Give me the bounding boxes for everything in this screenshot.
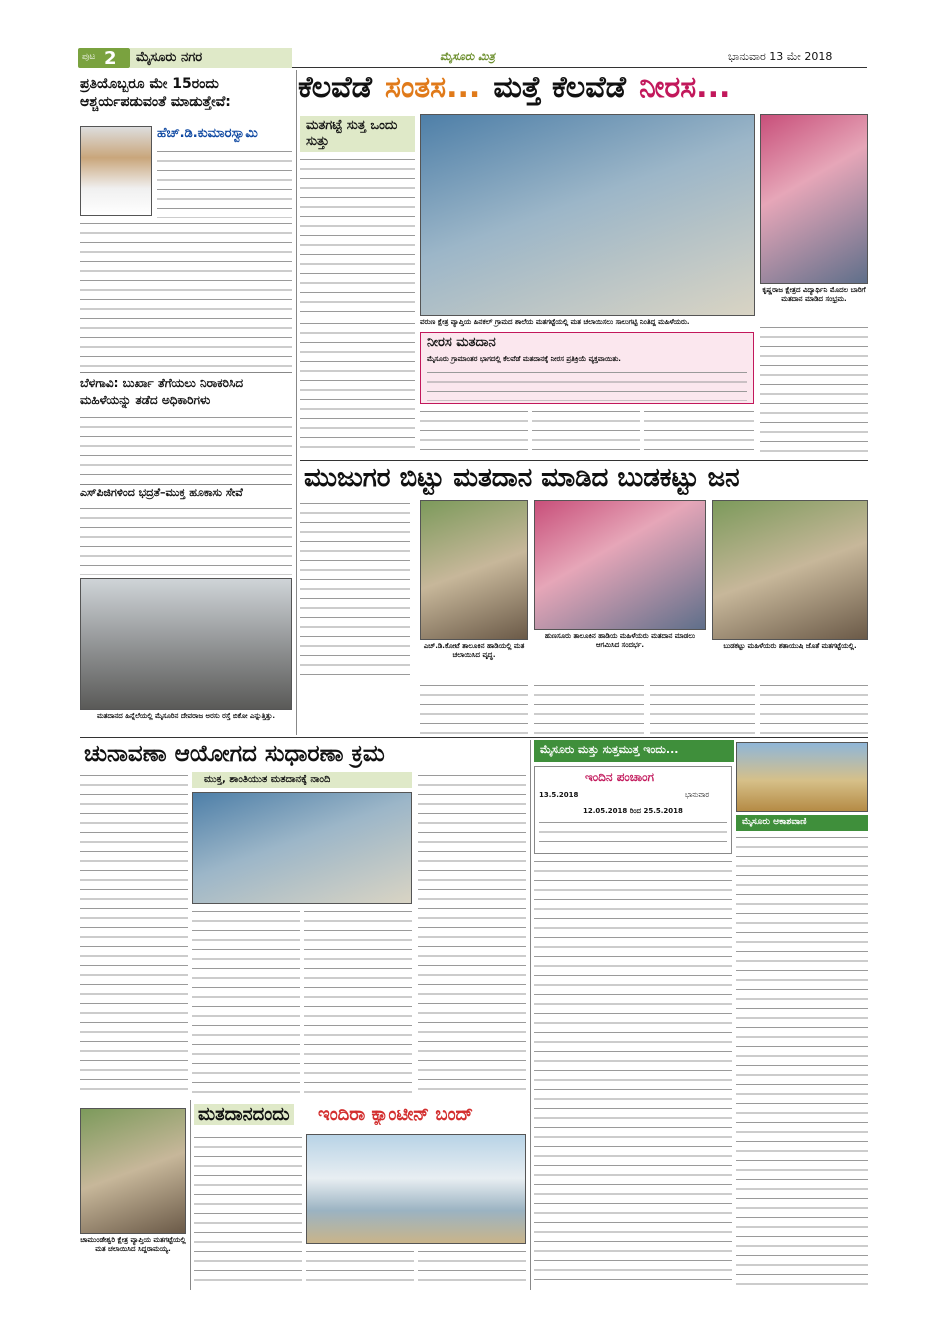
tribal-body-col5 [760,682,868,734]
tribal-caption-1: ಎಚ್.ಡಿ.ಕೋಟೆ ತಾಲೂಕಿನ ಹಾಡಿಯಲ್ಲಿ ಮತ ಚಲಾಯಿಸಿದ ವೃದ್ಧ. [423,642,525,659]
column-rule-3 [190,1100,191,1290]
canteen-headline-b: ಇಂದಿರಾ ಕ್ಯಾಂಟೀನ್ ಬಂದ್ [318,1104,474,1125]
banner-part-3: ಮತ್ತೆ ಕೆಲವೆಡೆ [493,70,626,105]
paper-name: ಮೈಸೂರು ಮಿತ್ರ [440,50,495,63]
lead-body-col1b [300,320,415,455]
lead-photo-caption: ವರುಣ ಕ್ಷೇತ್ರ ವ್ಯಾಪ್ತಿಯ ಹಿನಕಲ್ ಗ್ರಾಮದ ಶಾಲೆಯ ಮತಗಟ್ಟೆಯಲ್ಲಿ ಮತ ಚಲಾಯಿಸಲು ಸಾಲುಗಟ್ಟಿ ನಿಂತಿದ್ದ ಮಹಿಳೆಯರು. [420,318,690,326]
tribal-body-col1 [300,500,410,678]
empty-road-caption: ಮತದಾನದ ಹಿನ್ನೆಲೆಯಲ್ಲಿ ಮೈಸೂರಿನ ದೇವರಾಜ ಅರಸು ರಸ್ತೆ ಬಿಕೋ ಎನ್ನುತ್ತಿತ್ತು. [97,712,275,720]
tribal-body-col3 [534,682,644,734]
local-events-left [534,858,732,1288]
radio-title: ಮೈಸೂರು ಆಕಾಶವಾಣಿ [742,817,807,827]
panchanga-body [539,819,727,849]
lead-body-col5 [760,324,868,456]
siddaramaiah-caption: ಚಾಮುಂಡೇಶ್ವರಿ ಕ್ಷೇತ್ರ ವ್ಯಾಪ್ತಿಯ ಮತಗಟ್ಟೆಯಲ್ಲಿ ಮತ ಚಲಾಯಿಸಿದ ಸಿದ್ದರಾಮಯ್ಯ. [80,1236,186,1253]
lead-body-col1 [300,156,415,316]
divider-belagavi [80,372,292,373]
reform-subhead: ಮುಕ್ತ, ಶಾಂತಿಯುತ ಮತದಾನಕ್ಕೆ ನಾಂದಿ [204,774,331,785]
section-label: ಮೈಸೂರು ನಗರ [136,50,203,65]
belagavi-body [80,414,292,482]
tribal-headline: ಮುಜುಗರ ಬಿಟ್ಟು ಮತದಾನ ಮಾಡಿದ ಬುಡಕಟ್ಟು ಜನ [304,463,740,493]
tribal-elder-photo [420,500,528,640]
reform-headline: ಚುನಾವಣಾ ಆಯೋಗದ ಸುಧಾರಣಾ ಕ್ರಮ [84,741,385,767]
radio-schedule [736,834,868,1288]
column-rule-1 [296,70,297,735]
reform-body-col4 [418,772,526,1094]
masthead-rule [292,67,867,68]
neerasa-title: ನೀರಸ ಮತದಾನ [427,335,496,350]
lead-side-head: ಮತಗಟ್ಟೆ ಸುತ್ತ ಒಂದು ಸುತ್ತು [306,118,398,149]
lead-voters-queue-photo [420,114,755,316]
mysore-palace-photo [736,742,868,812]
page-number-badge [78,48,130,68]
divider-tribal [300,460,868,461]
section-label-bar [130,48,292,68]
spg-headline: ಎಸ್‌ಪಿಜಿಗಳಿಂದ ಭದ್ರತೆ–ಮುಕ್ತ ಹೂಕಾಸು ಸೇವೆ [80,486,243,499]
lead-side-head-box [300,116,415,152]
closed-canteen-photo [306,1134,526,1244]
page-header [0,42,945,68]
first-time-voter-caption: ಕೃಷ್ಣರಾಜ ಕ್ಷೇತ್ರದ ವಿದ್ಯಾರ್ಥಿನಿ ಮೊದಲ ಬಾರಿಗೆ ಮತದಾನ ಮಾಡಿದ ಸಂಭ್ರಮ. [762,286,866,303]
cm-story-body [80,220,292,370]
page-number: 2 [104,48,117,69]
reform-subhead-box [192,772,412,788]
panchanga-range: 12.05.2018 ರಿಂದ 25.5.2018 [583,807,683,815]
cm-story-body-right [157,148,292,218]
banner-part-1: ಕೆಲವೆಡೆ [298,70,372,105]
cm-story-byline: ಹೆಚ್.ಡಿ.ಕುಮಾರಸ್ವಾಮಿ [157,126,258,141]
first-time-voter-photo [760,114,868,284]
local-listings-title: ಮೈಸೂರು ಮತ್ತು ಸುತ್ತಮುತ್ತ ಇಂದು... [540,743,679,756]
tribal-caption-3: ಬುಡಕಟ್ಟು ಮಹಿಳೆಯರು ಶತಾಯುಷಿ ಜೊತೆ ಮತಗಟ್ಟೆಯಲ್ಲಿ. [723,642,857,650]
lead-body-col2 [420,408,528,456]
tribal-body-col2 [420,682,528,734]
empty-road-photo [80,578,292,710]
panchanga-date: 13.5.2018 [539,791,579,799]
reform-body-col2 [192,908,300,1094]
divider-reform [80,737,868,738]
panchanga-title: ಇಂದಿನ ಪಂಚಾಂಗ [585,770,654,784]
canteen-headline-a: ಮತದಾನದಂದು [194,1104,294,1125]
neerasa-body [427,369,747,401]
siddaramaiah-voting-photo [80,1108,186,1234]
issue-date: ಭಾನುವಾರ 13 ಮೇ 2018 [728,50,833,63]
divider-spg [80,484,292,485]
lead-body-col3 [532,408,640,456]
lead-banner [298,70,868,112]
neerasa-box [420,332,754,404]
canteen-body-col2 [306,1248,414,1288]
reform-body-col3 [304,908,412,1094]
canteen-body-col1 [194,1134,302,1288]
cm-portrait [80,126,152,216]
spg-body [80,505,292,575]
polling-queue-photo [192,792,412,904]
belagavi-headline: ಬೆಳಗಾವಿ: ಬುರ್ಖಾ ತೆಗೆಯಲು ನಿರಾಕರಿಸಿದ ಮಹಿಳೆಯನ್ನು ತಡೆದ ಅಧಿಕಾರಿಗಳು [80,376,244,407]
local-listings-header [534,740,734,762]
lead-body-col4 [644,408,754,456]
reform-body-col1 [80,772,188,1094]
tribal-caption-2: ಹುಣಸೂರು ತಾಲೂಕಿನ ಹಾಡಿಯ ಮಹಿಳೆಯರು ಮತದಾನ ಮಾಡಲು ಆಗಮಿಸಿದ ಸಂದರ್ಭ. [544,632,696,649]
tribal-centenarian-photo [712,500,868,640]
canteen-body-col3 [418,1248,526,1288]
radio-box-header [736,815,868,831]
neerasa-summary: ಮೈಸೂರು ಗ್ರಾಮಾಂತರ ಭಾಗದಲ್ಲಿ ಕೆಲವೆಡೆ ಮತದಾನಕ್ಕೆ ನೀರಸ ಪ್ರತಿಕ್ರಿಯೆ ವ್ಯಕ್ತವಾಯಿತು. [427,355,621,363]
panchanga-box [534,766,732,854]
cm-story-headline: ಪ್ರತಿಯೊಬ್ಬರೂ ಮೇ 15ರಂದು ಆಶ್ಚರ್ಯಪಡುವಂತೆ ಮಾಡುತ್ತೇವೆ: [80,76,231,110]
tribal-body-col4 [650,682,755,734]
panchanga-day: ಭಾನುವಾರ [685,791,710,799]
tribal-women-photo [534,500,706,630]
banner-part-4: ನೀರಸ... [639,70,731,105]
canteen-headline-box [194,1102,526,1130]
page-label: ಪುಟ [82,52,96,62]
banner-part-2: ಸಂತಸ... [385,70,481,105]
column-rule-2 [530,740,531,1290]
